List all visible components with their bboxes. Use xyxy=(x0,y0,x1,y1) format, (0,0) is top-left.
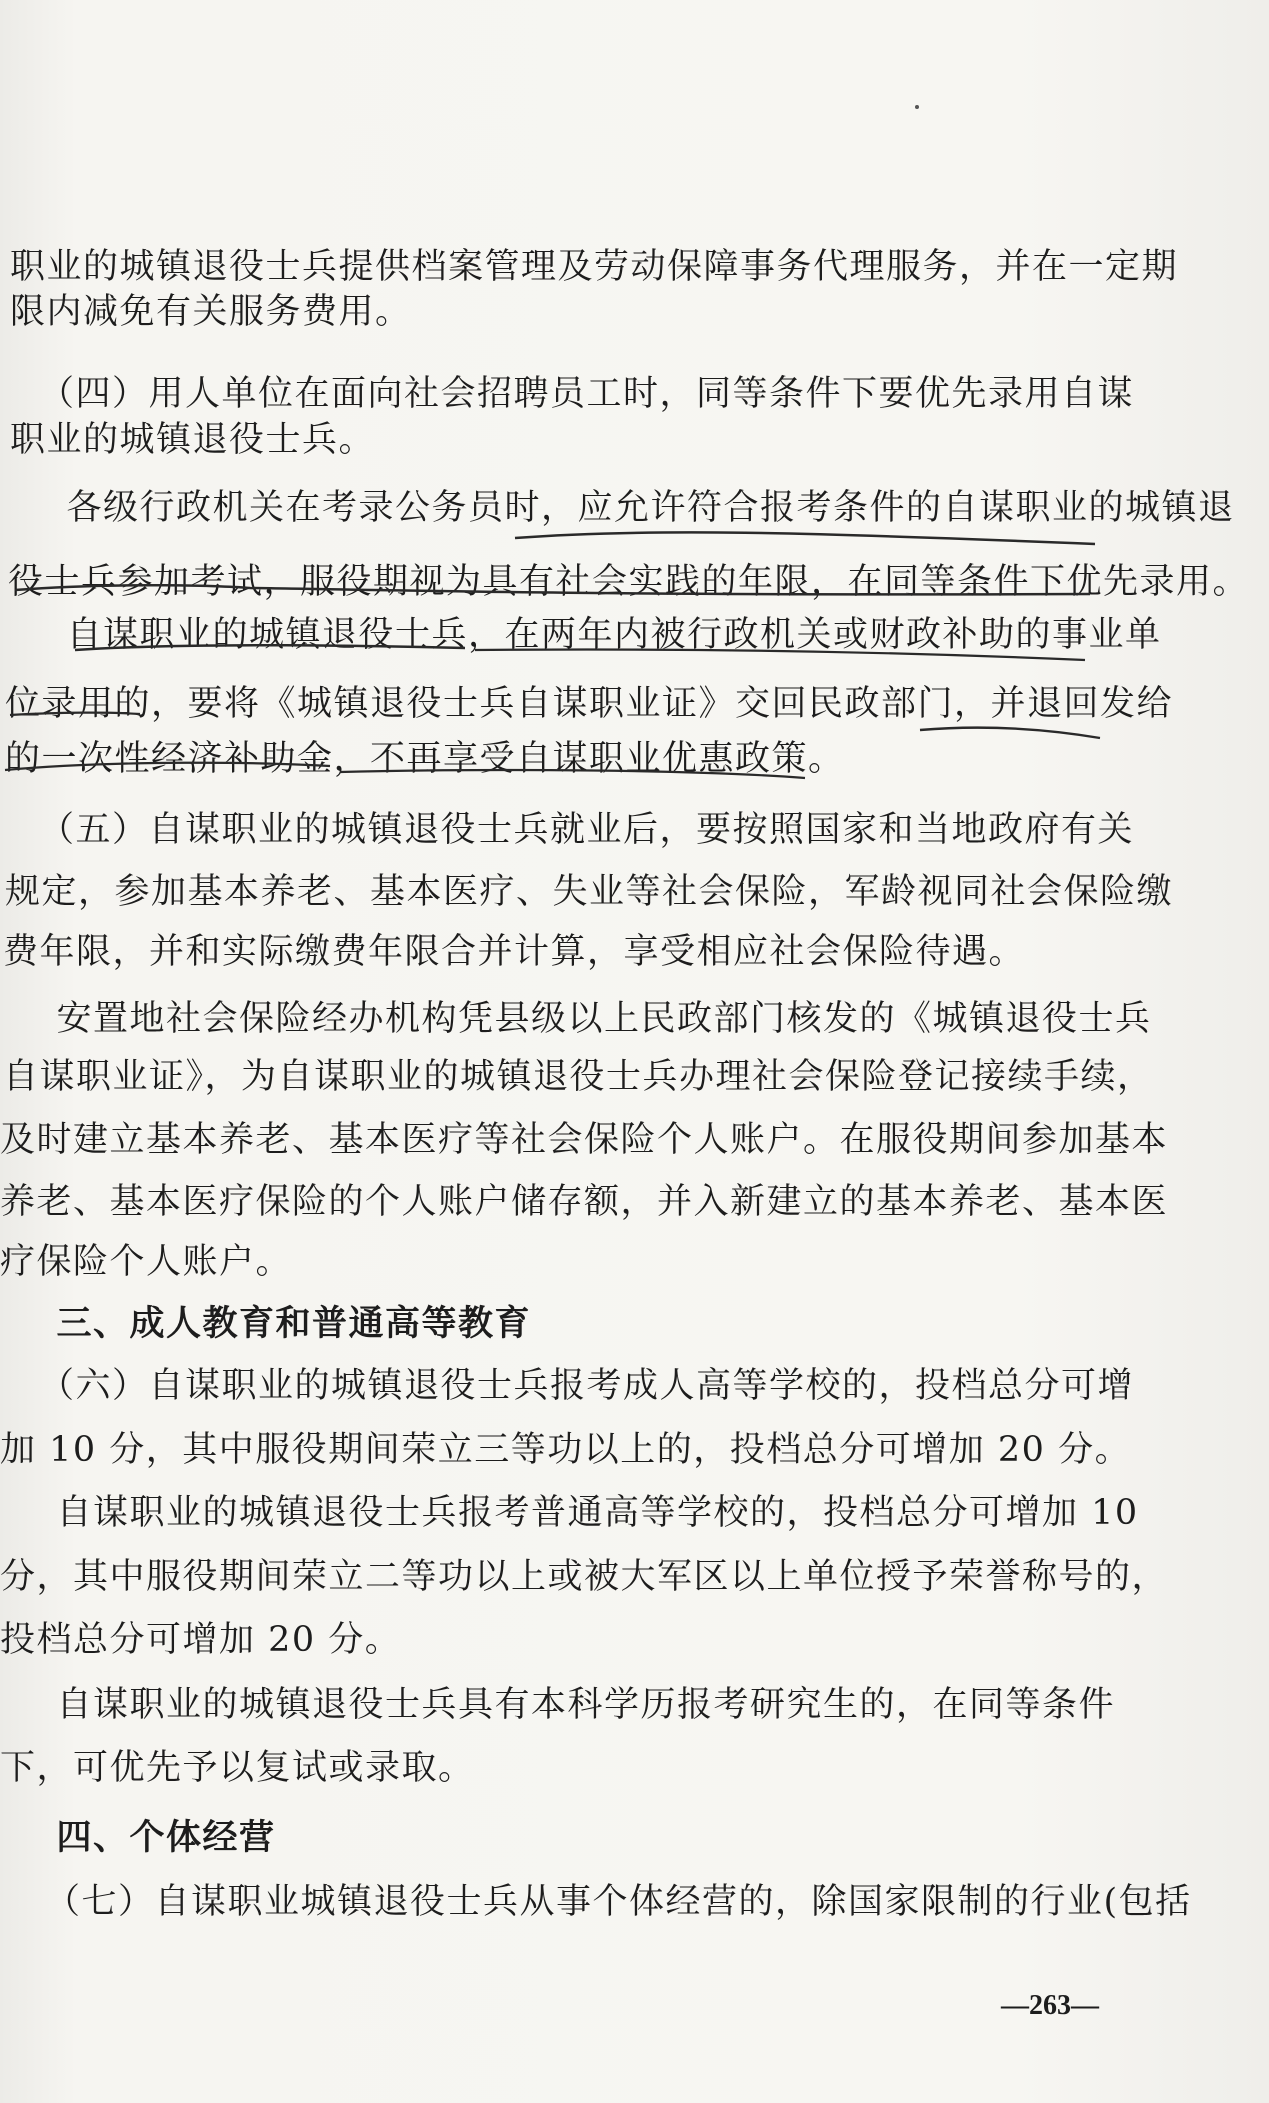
pen-underline xyxy=(15,585,1090,594)
text-line: 职业的城镇退役士兵。 xyxy=(10,420,376,460)
pen-underline xyxy=(10,713,140,715)
pen-underline xyxy=(5,763,805,778)
text-line: （五）自谋职业的城镇退役士兵就业后，要按照国家和当地政府有关 xyxy=(20,810,1135,850)
section-heading: 三、成人教育和普通高等教育 xyxy=(20,1304,532,1344)
text-line: 的一次性经济补助金，不再享受自谋职业优惠政策。 xyxy=(5,739,845,779)
section-heading: 四、个体经营 xyxy=(20,1818,276,1858)
text-line: 职业的城镇退役士兵提供档案管理及劳动保障事务代理服务，并在一定期 xyxy=(10,247,1179,287)
text-line: 安置地社会保险经办机构凭县级以上民政部门核发的《城镇退役士兵 xyxy=(20,999,1152,1039)
text-line: 分，其中服役期间荣立二等功以上或被大军区以上单位授予荣誉称号的， xyxy=(0,1557,1169,1597)
text-line: 及时建立基本养老、基本医疗等社会保险个人账户。在服役期间参加基本 xyxy=(0,1120,1169,1160)
text-line: 加 10 分，其中服役期间荣立三等功以上的，投档总分可增加 20 分。 xyxy=(0,1430,1132,1470)
pen-underline xyxy=(75,645,465,650)
pen-underline xyxy=(475,649,1085,660)
text-line: （四）用人单位在面向社会招聘员工时，同等条件下要优先录用自谋 xyxy=(20,374,1135,414)
text-line: 规定，参加基本养老、基本医疗、失业等社会保险，军龄视同社会保险缴 xyxy=(5,872,1174,912)
page-number: —263— xyxy=(1001,1990,1099,2021)
text-line: 自谋职业的城镇退役士兵，在两年内被行政机关或财政补助的事业单 xyxy=(30,615,1162,655)
text-line: 限内减免有关服务费用。 xyxy=(10,292,412,332)
text-line: 投档总分可增加 20 分。 xyxy=(0,1620,402,1660)
text-line: 下，可优先予以复试或录取。 xyxy=(0,1748,475,1788)
text-line: （六）自谋职业的城镇退役士兵报考成人高等学校的，投档总分可增 xyxy=(20,1366,1135,1406)
text-line: 自谋职业证》，为自谋职业的城镇退役士兵办理社会保险登记接续手续， xyxy=(3,1057,1154,1097)
text-line: 自谋职业的城镇退役士兵报考普通高等学校的，投档总分可增加 10 xyxy=(20,1493,1139,1533)
text-line: 养老、基本医疗保险的个人账户储存额，并入新建立的基本养老、基本医 xyxy=(0,1182,1169,1222)
text-line: 费年限，并和实际缴费年限合并计算，享受相应社会保险待遇。 xyxy=(3,932,1026,972)
text-line: 疗保险个人账户。 xyxy=(0,1242,293,1282)
pen-underline xyxy=(515,532,1095,544)
text-line: 役士兵参加考试，服役期视为具有社会实践的年限，在同等条件下优先录用。 xyxy=(8,562,1250,602)
text-line: 各级行政机关在考录公务员时，应允许符合报考条件的自谋职业的城镇退 xyxy=(30,488,1235,528)
text-line: 自谋职业的城镇退役士兵具有本科学历报考研究生的，在同等条件 xyxy=(20,1685,1116,1725)
pen-underline xyxy=(920,728,1100,738)
text-line: （七）自谋职业城镇退役士兵从事个体经营的，除国家限制的行业(包括 xyxy=(45,1882,1192,1922)
text-line: 位录用的，要将《城镇退役士兵自谋职业证》交回民政部门，并退回发给 xyxy=(5,684,1174,724)
